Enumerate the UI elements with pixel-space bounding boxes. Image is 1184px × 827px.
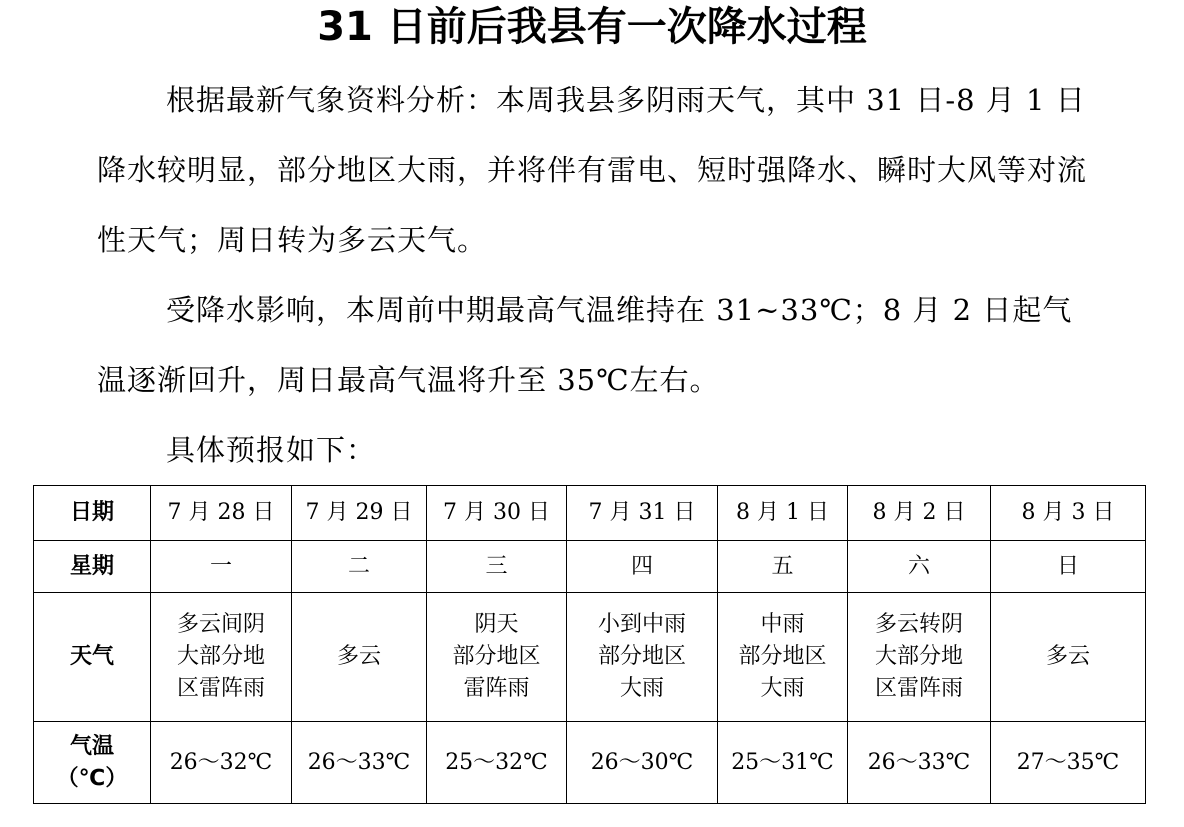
paragraph-temperature: 受降水影响，本周前中期最高气温维持在 31~33℃；8 月 2 日起气温逐渐回升，周日最高气温将升至 35℃左右。 bbox=[97, 293, 1073, 397]
cell-weekday: 四 bbox=[567, 541, 718, 593]
row-header-date: 日期 bbox=[34, 486, 151, 541]
weather-line: 大雨 bbox=[619, 676, 664, 701]
cell-date: 7 月 29 日 bbox=[292, 486, 427, 541]
cell-date: 7 月 30 日 bbox=[427, 486, 567, 541]
cell-temperature: 25～32℃ bbox=[427, 722, 567, 804]
cell-weekday: 一 bbox=[151, 541, 292, 593]
weather-line: 多云间阴 bbox=[176, 612, 265, 637]
cell-weekday: 五 bbox=[718, 541, 848, 593]
cell-weather bbox=[848, 593, 991, 722]
weather-line: 部分地区 bbox=[452, 644, 541, 669]
table-row-temperature bbox=[34, 722, 1146, 804]
cell-weather bbox=[427, 593, 567, 722]
table-row-weekday bbox=[34, 541, 1146, 593]
cell-weather bbox=[718, 593, 848, 722]
row-header-temperature-unit: （℃） bbox=[56, 765, 128, 791]
weather-line: 多云 bbox=[1045, 644, 1090, 669]
row-header-temperature bbox=[34, 722, 151, 804]
weather-line: 雷阵雨 bbox=[463, 676, 530, 701]
cell-temperature: 25～31℃ bbox=[718, 722, 848, 804]
cell-weekday: 三 bbox=[427, 541, 567, 593]
cell-date: 7 月 28 日 bbox=[151, 486, 292, 541]
paragraph-intro: 具体预报如下： bbox=[166, 433, 377, 467]
weather-line: 大部分地 bbox=[874, 644, 963, 669]
weather-line: 阴天 bbox=[474, 612, 519, 637]
row-header-temperature-label: 气温 bbox=[69, 733, 114, 759]
weather-line: 大雨 bbox=[760, 676, 805, 701]
cell-weather bbox=[991, 593, 1146, 722]
weather-line: 多云转阴 bbox=[874, 612, 963, 637]
weather-line: 大部分地 bbox=[176, 644, 265, 669]
weather-line: 区雷阵雨 bbox=[874, 676, 963, 701]
weather-line: 中雨 bbox=[760, 612, 805, 637]
cell-weather bbox=[292, 593, 427, 722]
row-header-weather: 天气 bbox=[34, 593, 151, 722]
cell-temperature: 26～33℃ bbox=[848, 722, 991, 804]
table-row-weather bbox=[34, 593, 1146, 722]
page-title: 31 日前后我县有一次降水过程 bbox=[317, 4, 867, 50]
weather-line: 部分地区 bbox=[738, 644, 827, 669]
paragraph-forecast-summary: 根据最新气象资料分析：本周我县多阴雨天气，其中 31 日-8 月 1 日降水较明显，部分地区大雨，并将伴有雷电、短时强降水、瞬时大风等对流性天气；周日转为多云天气。 bbox=[97, 83, 1088, 257]
weather-line: 部分地区 bbox=[597, 644, 686, 669]
weather-line: 多云 bbox=[336, 644, 381, 669]
cell-temperature: 26～32℃ bbox=[151, 722, 292, 804]
cell-temperature: 26～30℃ bbox=[567, 722, 718, 804]
row-header-weekday: 星期 bbox=[34, 541, 151, 593]
cell-weekday: 日 bbox=[991, 541, 1146, 593]
cell-date: 7 月 31 日 bbox=[567, 486, 718, 541]
cell-temperature: 26～33℃ bbox=[292, 722, 427, 804]
table-row-date bbox=[34, 486, 1146, 541]
weather-line: 小到中雨 bbox=[597, 612, 686, 637]
cell-weekday: 六 bbox=[848, 541, 991, 593]
cell-temperature: 27～35℃ bbox=[991, 722, 1146, 804]
weather-line: 区雷阵雨 bbox=[176, 676, 265, 701]
cell-weekday: 二 bbox=[292, 541, 427, 593]
cell-date: 8 月 3 日 bbox=[991, 486, 1146, 541]
cell-weather bbox=[151, 593, 292, 722]
forecast-table bbox=[33, 485, 1146, 804]
cell-date: 8 月 1 日 bbox=[718, 486, 848, 541]
cell-date: 8 月 2 日 bbox=[848, 486, 991, 541]
cell-weather bbox=[567, 593, 718, 722]
